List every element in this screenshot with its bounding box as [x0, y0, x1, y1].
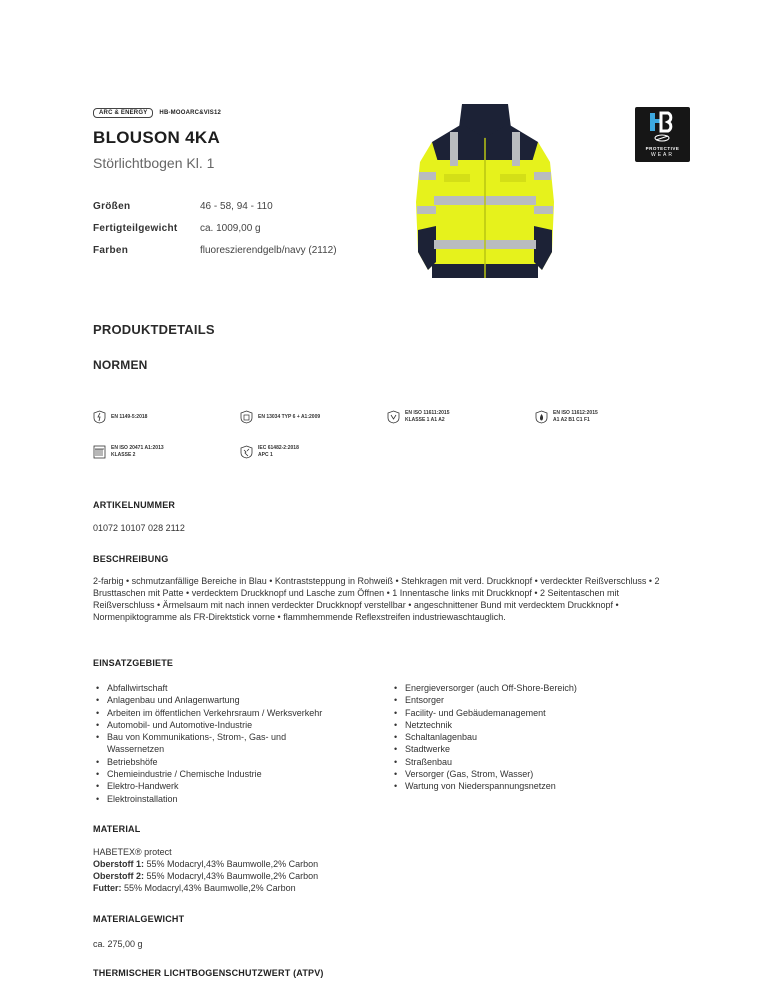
material-brand: HABETEX® protect — [93, 847, 172, 857]
artikelnummer-value: 01072 10107 028 2112 — [93, 523, 185, 533]
chemical-icon — [240, 410, 253, 424]
spec-label: Farben — [93, 244, 129, 256]
list-item: • Schaltanlagenbau — [391, 731, 681, 743]
norm-text: EN ISO 20471 A1:2013 — [111, 445, 164, 451]
material-line — [93, 870, 318, 882]
norm-item — [240, 410, 320, 424]
materialgewicht-value: ca. 275,00 g — [93, 939, 143, 949]
material-label: Futter: — [93, 883, 122, 893]
product-code: HB-MOOARC&VIS12 — [159, 110, 222, 116]
material-value: 55% Modacryl,43% Baumwolle,2% Carbon — [146, 871, 319, 881]
list-item: • Anlagenbau und Anlagenwartung — [93, 694, 363, 706]
materialgewicht-heading: MATERIALGEWICHT — [93, 914, 185, 924]
material-value: 55% Modacryl,43% Baumwolle,2% Carbon — [146, 859, 319, 869]
list-item: • Netztechnik — [391, 719, 681, 731]
list-item: • Arbeiten im öffentlichen Verkehrsraum / Werksverkehr — [93, 707, 363, 719]
beschreibung-text: 2-farbig • schmutzanfällige Bereiche in Blau • Kontraststeppung in Rohweiß • Stehkragen mit verd. Druckknopf • verdeckter Reißverschluss • 2 Brusttaschen mit Patte • verdecktem Druckknopf und Lasche zum Öffnen • 1 Innentasche links mit Druckknopf • 2 Seitentaschen mit Reißverschluss • Ärmelsaum mit nach innen verdeckter Druckknopf verstellbar • angeschnittener Bund mit verdecktem Druckknopf • Normenpiktogramme als FR-Direktstick vorne • flammhemmende Reflexstreifen industriewaschtauglich. — [93, 576, 660, 622]
norm-text: EN ISO 11612:2015 — [553, 410, 598, 416]
electrostatic-icon — [93, 410, 106, 424]
norm-text: APC 1 — [258, 452, 273, 458]
list-item: • Automobil- und Automotive-Industrie — [93, 719, 363, 731]
list-item: • Straßenbau — [391, 756, 681, 768]
spec-value: ca. 1009,00 g — [200, 222, 261, 234]
list-item: • Entsorger — [391, 694, 681, 706]
list-item: • Stadtwerke — [391, 743, 681, 755]
welding-icon — [93, 445, 106, 459]
list-item: • Betriebshöfe — [93, 756, 363, 768]
brand-line2: WEAR — [651, 152, 674, 158]
beschreibung-heading: BESCHREIBUNG — [93, 554, 169, 564]
header-tags — [93, 108, 221, 118]
einsatzgebiete-list-left — [93, 682, 363, 805]
normen-heading: NORMEN — [93, 358, 148, 372]
list-item: • Facility- und Gebäudemanagement — [391, 707, 681, 719]
spec-label: Größen — [93, 200, 131, 212]
material-label: Oberstoff 1: — [93, 859, 145, 869]
list-item: • Versorger (Gas, Strom, Wasser) — [391, 768, 681, 780]
list-item: • Abfallwirtschaft — [93, 682, 363, 694]
norm-text: KLASSE 1 A1 A2 — [405, 417, 445, 423]
material-line — [93, 858, 318, 870]
spec-row — [93, 239, 337, 261]
atpv-heading: THERMISCHER LICHTBOGENSCHUTZWERT (ATPV) — [93, 968, 324, 978]
product-subtitle: Störlichtbogen Kl. 1 — [93, 155, 215, 171]
list-item: • Wartung von Niederspannungsnetzen — [391, 780, 681, 792]
list-item: • Bau von Kommunikations-, Strom-, Gas- und Wassernetzen — [93, 731, 322, 756]
arc-icon — [240, 445, 253, 459]
norm-item — [387, 410, 449, 424]
material-label: Oberstoff 2: — [93, 871, 145, 881]
norm-text: EN 13034 TYP 6 + A1:2009 — [258, 413, 321, 420]
spec-row — [93, 217, 337, 239]
norm-text: EN 1149-5:2018 — [111, 413, 148, 420]
material-heading: MATERIAL — [93, 824, 141, 834]
list-item: • Energieversorger (auch Off-Shore-Bereich) — [391, 682, 681, 694]
spec-value: fluoreszierendgelb/navy (2112) — [200, 244, 337, 256]
category-tag: ARC & ENERGY — [93, 108, 153, 118]
einsatzgebiete-heading: EINSATZGEBIETE — [93, 658, 174, 668]
norm-item — [535, 410, 598, 424]
norm-text: KLASSE 2 — [111, 452, 136, 458]
norm-item — [93, 410, 147, 424]
material-block — [93, 846, 318, 894]
brand-logo — [635, 107, 690, 162]
spec-value: 46 - 58, 94 - 110 — [200, 200, 273, 212]
jacket-image — [412, 102, 558, 284]
norm-item — [93, 445, 164, 459]
list-item: • Chemieindustrie / Chemische Industrie — [93, 768, 363, 780]
norm-item — [240, 445, 299, 459]
spec-table — [93, 195, 337, 261]
spec-row — [93, 195, 337, 217]
product-title: BLOUSON 4KA — [93, 128, 221, 147]
list-item: • Elektro-Handwerk — [93, 780, 363, 792]
artikelnummer-heading: ARTIKELNUMMER — [93, 500, 176, 510]
list-item: • Elektroinstallation — [93, 793, 363, 805]
norm-text: A1 A2 B1 C1 F1 — [553, 417, 590, 423]
norm-text: IEC 61482-2:2018 — [258, 445, 299, 451]
hi-vis-icon — [387, 410, 400, 424]
brand-line1: PROTECTIVE — [645, 146, 680, 151]
material-line — [93, 882, 318, 894]
produktdetails-heading: PRODUKTDETAILS — [93, 322, 215, 337]
einsatzgebiete-list-right — [391, 682, 681, 793]
spec-label: Fertigteilgewicht — [93, 222, 178, 234]
flame-icon — [535, 410, 548, 424]
norm-text: EN ISO 11611:2015 — [405, 410, 450, 416]
material-value: 55% Modacryl,43% Baumwolle,2% Carbon — [124, 883, 296, 893]
